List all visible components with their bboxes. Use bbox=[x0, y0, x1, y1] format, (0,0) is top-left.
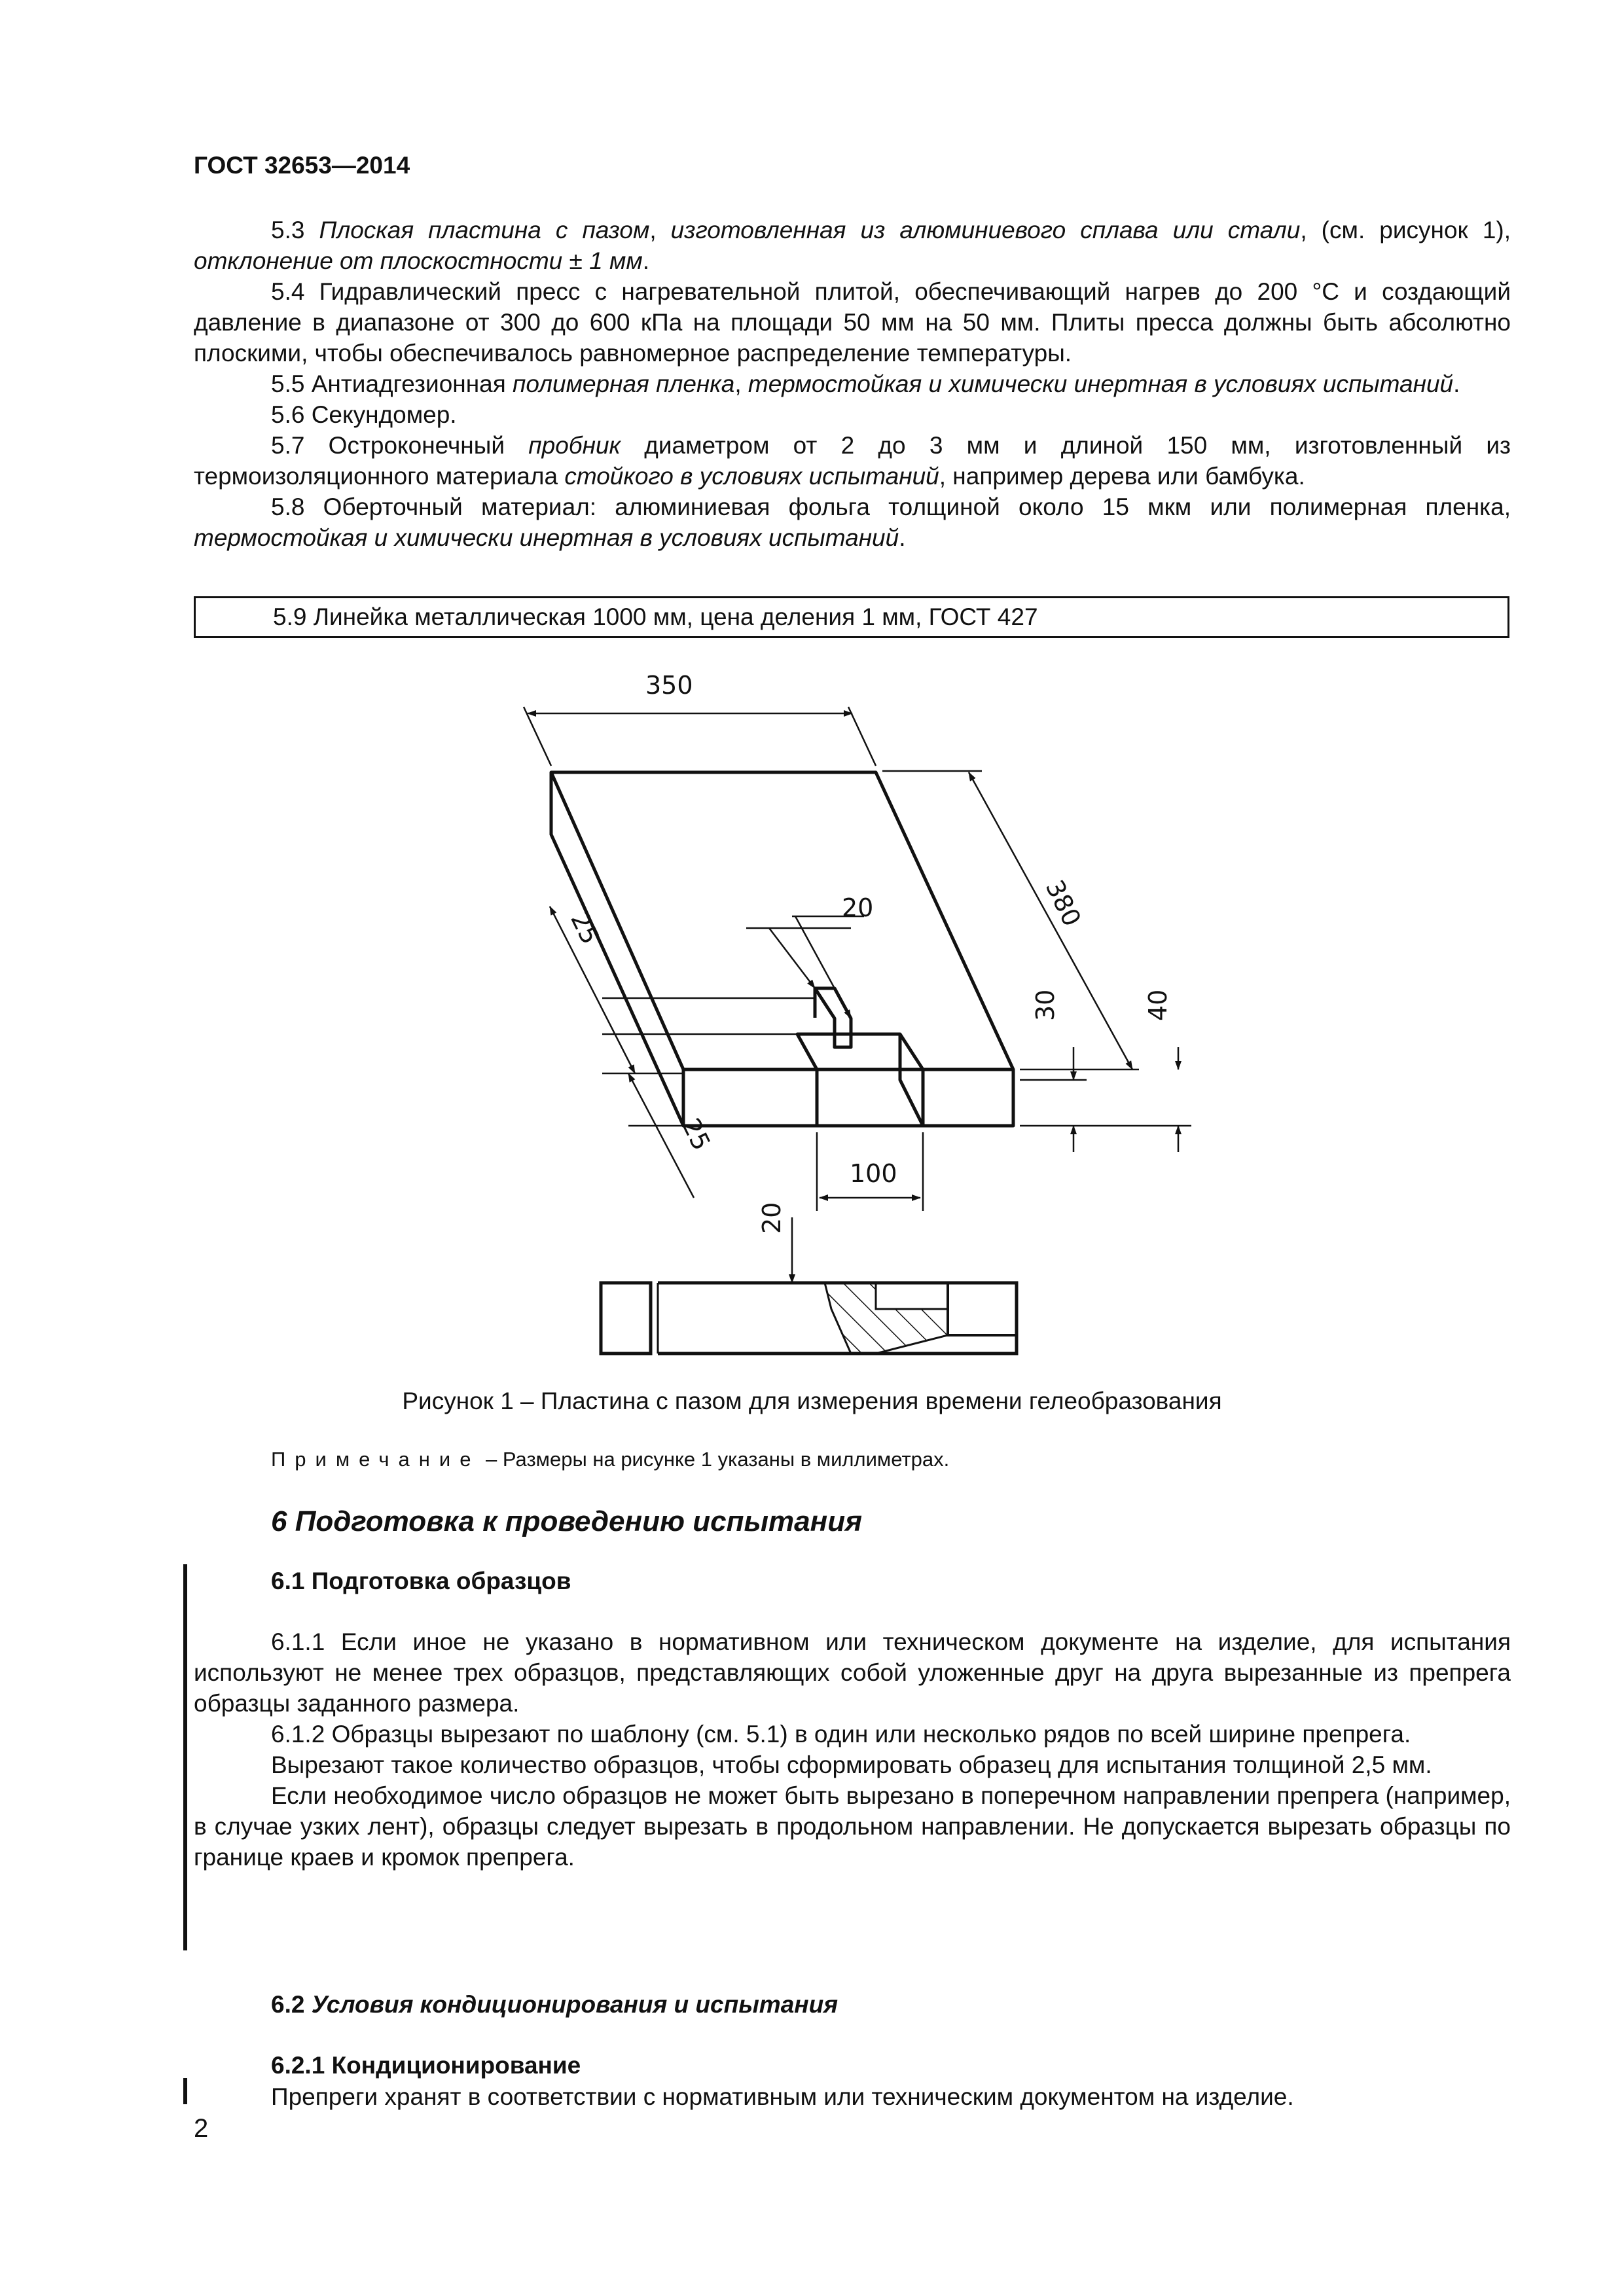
item-text: 5.7 Остроконечный bbox=[271, 432, 529, 459]
para-6-1-2: 6.1.2 Образцы вырезают по шаблону (см. 5.1) в один или несколько рядов по всей ширине препрега. bbox=[271, 1721, 1411, 1748]
dim-30: 30 bbox=[1031, 989, 1060, 1021]
dim-20-top: 20 bbox=[842, 893, 874, 922]
para-6-1-1: 6.1.1 Если иное не указано в нормативном или техническом документе на изделие, для испытания используют не менее трех образцов, представляющих собой уложенные друг на друга вырезанные из препрега образцы заданного размера. bbox=[194, 1628, 1511, 1717]
section-6-2-1-body bbox=[271, 2081, 1511, 2112]
figure-note bbox=[271, 1448, 949, 1471]
item-italic: изготовленная из алюминиевого сплава или стали bbox=[670, 217, 1301, 243]
plate-top-face bbox=[551, 772, 1013, 1069]
item-5-6: 5.6 Секундомер. bbox=[271, 401, 457, 428]
item-italic: Плоская пластина с пазом bbox=[319, 217, 650, 243]
item-italic: стойкого в условиях испытаний bbox=[564, 463, 939, 490]
dim-20-section: 20 bbox=[757, 1202, 786, 1234]
para-cut: Вырезают такое количество образцов, чтобы сформировать образец для испытания толщиной 2,5 мм. bbox=[271, 1751, 1432, 1778]
page-number: 2 bbox=[194, 2114, 209, 2143]
note-label: Примечание bbox=[271, 1448, 480, 1471]
item-text: , (см. рисунок 1), bbox=[1300, 217, 1511, 243]
item-italic: полимерная пленка bbox=[513, 370, 735, 397]
section-6-2-title bbox=[271, 1991, 838, 2018]
item-text: , bbox=[649, 217, 671, 243]
item-5-7 bbox=[194, 430, 1511, 492]
section-6-2-number: 6.2 bbox=[271, 1991, 312, 2018]
dim-100: 100 bbox=[850, 1159, 897, 1188]
item-5-4: 5.4 Гидравлический пресс с нагревательной плитой, обеспечивающий нагрев до 200 °С и создающий давление в диапазоне от 300 до 600 кПа на площади 50 мм на 50 мм. Плиты пресса должны быть абсолютно плоскими, чтобы обеспечивалось равномерное распределение температуры. bbox=[194, 278, 1511, 367]
section-6-1-body bbox=[194, 1626, 1511, 1873]
revision-bar bbox=[183, 1564, 187, 1950]
para-6-2-1: Препреги хранят в соответствии с нормативным или техническим документом на изделие. bbox=[271, 2083, 1294, 2110]
section-view bbox=[601, 1283, 1017, 1354]
item-text: 5.3 bbox=[271, 217, 319, 243]
equipment-list bbox=[194, 215, 1511, 553]
section-6-2-1-title: 6.2.1 Кондиционирование bbox=[271, 2052, 581, 2079]
item-text: диаметром от 2 до 3 мм и длиной 150 мм, изготовленный из термоизоляционного материала bbox=[194, 432, 1511, 490]
dim-350: 350 bbox=[645, 671, 693, 700]
item-5-3 bbox=[194, 215, 1511, 276]
item-italic: пробник bbox=[528, 432, 621, 459]
document-code: ГОСТ 32653—2014 bbox=[194, 152, 410, 179]
section-6-2-text: Условия кондиционирования и испытания bbox=[311, 1991, 839, 2018]
dim-40: 40 bbox=[1144, 989, 1172, 1021]
dim-25-bottom: 25 bbox=[676, 1113, 716, 1155]
groove-inner bbox=[797, 1034, 923, 1126]
para-if: Если необходимое число образцов не может быть вырезано в поперечном направлении препрега (например, в случае узких лент), образцы следует вырезать в продольном направлении. Не допускается вырезать образцы по границе краев и кромок препрега. bbox=[194, 1782, 1511, 1871]
dim-25-top: 25 bbox=[565, 907, 605, 949]
section-6-title: 6 Подготовка к проведению испытания bbox=[271, 1505, 863, 1537]
item-5-5 bbox=[194, 368, 1511, 399]
item-text: , bbox=[734, 370, 748, 397]
item-text: . bbox=[899, 524, 906, 551]
note-text: – Размеры на рисунке 1 указаны в миллиметрах. bbox=[480, 1448, 950, 1471]
dim-380: 380 bbox=[1039, 875, 1087, 931]
item-text: 5.8 Оберточный материал: алюминиевая фольга толщиной около 15 мкм или полимерная пленка, bbox=[271, 493, 1511, 520]
item-5-9-boxed bbox=[194, 596, 1509, 638]
item-text: , например дерева или бамбука. bbox=[939, 463, 1305, 490]
item-italic: термостойкая и химически инертная в условиях испытаний bbox=[194, 524, 899, 551]
section-6-1-title: 6.1 Подготовка образцов bbox=[271, 1568, 571, 1594]
figure-caption: Рисунок 1 – Пластина с пазом для измерения времени гелеобразования bbox=[402, 1388, 1222, 1414]
plate-front-right bbox=[923, 1069, 1013, 1126]
item-text: . bbox=[642, 247, 649, 274]
revision-bar bbox=[183, 2078, 187, 2104]
item-5-9: 5.9 Линейка металлическая 1000 мм, цена деления 1 мм, ГОСТ 427 bbox=[273, 603, 1038, 630]
plate-front-left bbox=[683, 1069, 817, 1126]
item-text: 5.5 Антиадгезионная bbox=[271, 370, 513, 397]
plate-left-face bbox=[551, 772, 683, 1126]
item-italic: термостойкая и химически инертная в условиях испытаний bbox=[748, 370, 1454, 397]
slot bbox=[815, 988, 851, 1047]
item-5-8 bbox=[194, 492, 1511, 553]
item-italic: отклонение от плоскостности ± 1 мм bbox=[194, 247, 643, 274]
item-text: . bbox=[1453, 370, 1460, 397]
